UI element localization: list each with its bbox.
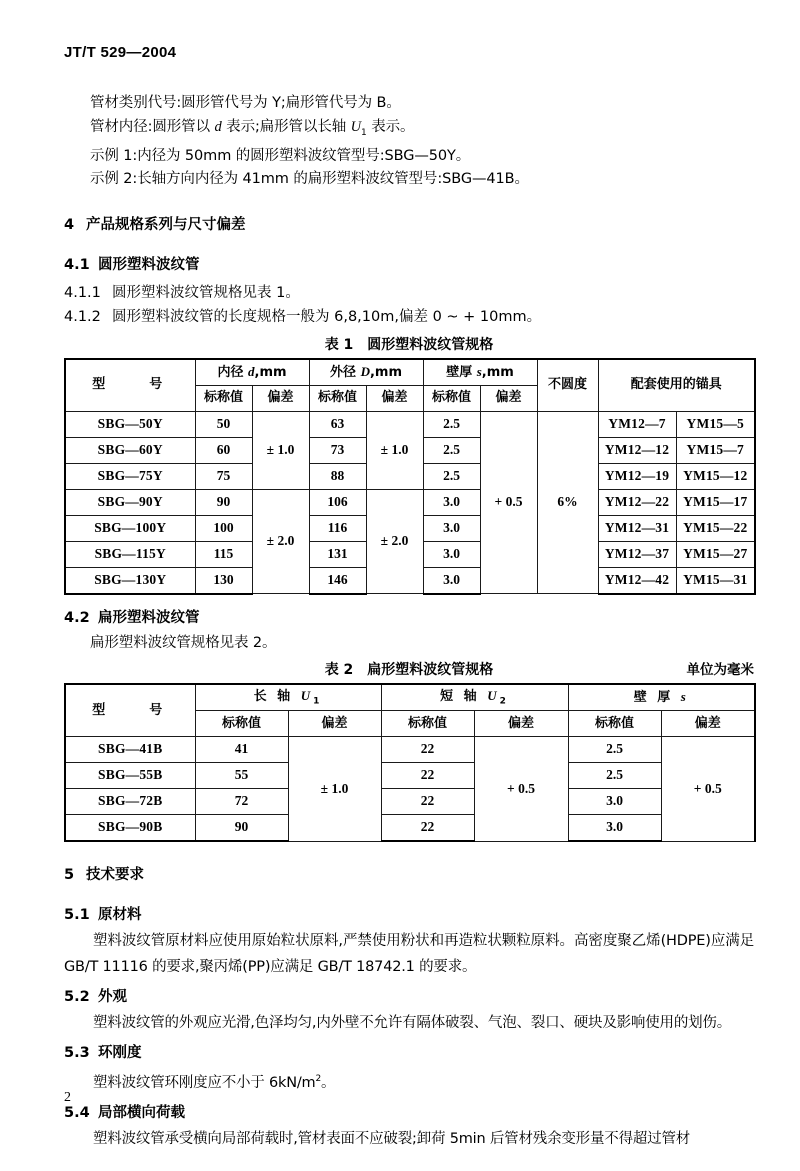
t1-model-1: SBG—60Y <box>65 437 195 463</box>
clause-4-2-number: 4.2 <box>64 609 90 626</box>
table-1-circular-specs <box>64 358 756 595</box>
clause-4-title: 产品规格系列与尺寸偏差 <box>86 216 246 233</box>
t1-s-dev: + 0.5 <box>480 411 537 594</box>
intro-diameter-a: 管材内径:圆形管以 <box>90 118 215 135</box>
table-row <box>65 411 755 437</box>
t1-D-nom-3: 106 <box>309 489 366 515</box>
t1-anchor2-0: YM15—5 <box>676 411 755 437</box>
t2-s-nom-2: 3.0 <box>568 789 661 815</box>
intro-symbol-u: U <box>350 118 362 135</box>
t1-d-dev-bottom: ± 2.0 <box>252 489 309 594</box>
t1-d-nom-0: 50 <box>195 411 252 437</box>
intro-symbol-d: d <box>214 118 222 135</box>
t2-u1-nom-0: 41 <box>195 737 288 763</box>
t1-D-dev-top: ± 1.0 <box>366 411 423 489</box>
th-inner-nominal: 标称值 <box>195 385 252 411</box>
t2-u2-nom-0: 22 <box>381 737 474 763</box>
clause-5-3-superscript: 2 <box>315 1074 322 1085</box>
t2-s-dev: + 0.5 <box>661 737 755 842</box>
table-2-caption: 表 2 扁形塑料波纹管规格 <box>324 662 494 679</box>
table-1-caption: 表 1 圆形塑料波纹管规格 <box>324 336 494 353</box>
t1-d-nom-6: 130 <box>195 567 252 594</box>
t1-anchor1-5: YM12—37 <box>598 541 676 567</box>
t1-D-nom-2: 88 <box>309 463 366 489</box>
th2-minor-axis: 短 轴 $U_2$ <box>381 684 568 711</box>
clause-4-number: 4 <box>64 216 75 233</box>
t1-d-nom-3: 90 <box>195 489 252 515</box>
t1-anchor2-1: YM15—7 <box>676 437 755 463</box>
table-row <box>65 763 755 789</box>
th2-minor-nominal: 标称值 <box>381 711 474 737</box>
intro-block <box>64 92 754 192</box>
heading-clause-5-1 <box>64 904 754 926</box>
t2-model-3: SBG—90B <box>65 815 195 842</box>
th-outer-nominal: 标称值 <box>309 385 366 411</box>
clause-4-1-1-number: 4.1.1 <box>64 284 101 301</box>
intro-line-diameter <box>64 116 754 145</box>
th2-minor-deviation: 偏差 <box>474 711 568 737</box>
t2-u2-dev: + 0.5 <box>474 737 568 842</box>
clause-5-4-text: 塑料波纹管承受横向局部荷载时,管材表面不应破裂;卸荷 5min 后管材残余变形量不得超过管材 <box>93 1131 691 1148</box>
t1-anchor1-0: YM12—7 <box>598 411 676 437</box>
t1-anchor1-2: YM12—19 <box>598 463 676 489</box>
table-row <box>65 737 755 763</box>
clause-5-2-title: 外观 <box>98 989 127 1006</box>
t1-s-nom-6: 3.0 <box>423 567 480 594</box>
heading-clause-5-4 <box>64 1102 754 1124</box>
th-roundness: 不圆度 <box>537 359 598 412</box>
clause-4-2-text: 扁形塑料波纹管规格见表 2。 <box>90 634 277 651</box>
t1-d-nom-1: 60 <box>195 437 252 463</box>
t2-s-nom-1: 2.5 <box>568 763 661 789</box>
t2-u1-dev: ± 1.0 <box>288 737 381 842</box>
intro-example-1: 示例 1:内径为 50mm 的圆形塑料波纹管型号:SBG—50Y。 <box>90 147 471 164</box>
t1-anchor2-4: YM15—22 <box>676 515 755 541</box>
th-outer-diameter: 外径 D,mm <box>309 359 423 386</box>
clause-5-3-text <box>64 1066 754 1096</box>
table-2-flat-specs <box>64 683 756 842</box>
clause-5-3-title: 环刚度 <box>98 1045 142 1062</box>
heading-clause-4-2 <box>64 607 754 629</box>
th2-major-nominal: 标称值 <box>195 711 288 737</box>
table-row <box>65 489 755 515</box>
th2-model: 型 号 <box>65 684 195 737</box>
t1-s-nom-4: 3.0 <box>423 515 480 541</box>
clause-5-3-number: 5.3 <box>64 1045 90 1062</box>
clause-4-1-1 <box>64 281 754 305</box>
t1-D-dev-bottom: ± 2.0 <box>366 489 423 594</box>
clause-4-1-2 <box>64 305 754 329</box>
t2-u2-nom-3: 22 <box>381 815 474 842</box>
t1-D-nom-5: 131 <box>309 541 366 567</box>
th-inner-diameter: 内径 d,mm <box>195 359 309 386</box>
t2-u2-nom-1: 22 <box>381 763 474 789</box>
th-wall-nominal: 标称值 <box>423 385 480 411</box>
th2-wall-thickness: 壁 厚 s <box>568 684 755 711</box>
clause-5-1-number: 5.1 <box>64 907 90 924</box>
t1-model-0: SBG—50Y <box>65 411 195 437</box>
t1-anchor1-6: YM12—42 <box>598 567 676 594</box>
intro-symbol-u-sub: 1 <box>361 127 367 138</box>
clause-5-1-title: 原材料 <box>98 907 142 924</box>
t2-u1-nom-2: 72 <box>195 789 288 815</box>
t2-s-nom-0: 2.5 <box>568 737 661 763</box>
t1-model-5: SBG—115Y <box>65 541 195 567</box>
t1-model-2: SBG—75Y <box>65 463 195 489</box>
t1-model-4: SBG—100Y <box>65 515 195 541</box>
t1-anchor2-2: YM15—12 <box>676 463 755 489</box>
th2-major-axis: 长 轴 $U_1$ <box>195 684 381 711</box>
t1-anchor1-3: YM12—22 <box>598 489 676 515</box>
intro-diameter-c: 表示;扁形管以长轴 <box>221 118 351 135</box>
t1-s-nom-5: 3.0 <box>423 541 480 567</box>
t1-s-nom-3: 3.0 <box>423 489 480 515</box>
heading-clause-5-2 <box>64 986 754 1008</box>
th2-wall-nominal: 标称值 <box>568 711 661 737</box>
th2-wall-deviation: 偏差 <box>661 711 755 737</box>
t1-model-3: SBG—90Y <box>65 489 195 515</box>
clause-5-title: 技术要求 <box>86 867 144 884</box>
t1-anchor2-6: YM15—31 <box>676 567 755 594</box>
heading-clause-4-1 <box>64 254 754 276</box>
table-1-header-row-1 <box>65 359 755 386</box>
t2-s-nom-3: 3.0 <box>568 815 661 842</box>
t2-model-1: SBG—55B <box>65 763 195 789</box>
t2-model-2: SBG—72B <box>65 789 195 815</box>
t1-anchor1-1: YM12—12 <box>598 437 676 463</box>
clause-4-1-2-text: 圆形塑料波纹管的长度规格一般为 6,8,10m,偏差 0 ~ + 10mm。 <box>112 308 542 325</box>
t1-s-nom-2: 2.5 <box>423 463 480 489</box>
clause-4-1-2-number: 4.1.2 <box>64 308 101 325</box>
t1-d-nom-5: 115 <box>195 541 252 567</box>
intro-example-2: 示例 2:长轴方向内径为 41mm 的扁形塑料波纹管型号:SBG—41B。 <box>90 171 529 188</box>
t1-s-nom-1: 2.5 <box>423 437 480 463</box>
t1-model-6: SBG—130Y <box>65 567 195 594</box>
clause-4-2-title: 扁形塑料波纹管 <box>98 609 200 626</box>
heading-clause-4 <box>64 214 754 236</box>
table-row <box>65 815 755 842</box>
t1-roundness-value: 6% <box>537 411 598 594</box>
t1-D-nom-6: 146 <box>309 567 366 594</box>
t1-d-nom-2: 75 <box>195 463 252 489</box>
th-model: 型 号 <box>65 359 195 412</box>
clause-4-1-1-text: 圆形塑料波纹管规格见表 1。 <box>112 284 300 301</box>
page-content <box>64 80 754 1152</box>
intro-diameter-e: 表示。 <box>366 118 415 135</box>
t1-D-nom-4: 116 <box>309 515 366 541</box>
clause-4-1-title: 圆形塑料波纹管 <box>98 256 200 273</box>
th-inner-deviation: 偏差 <box>252 385 309 411</box>
clause-5-2-number: 5.2 <box>64 989 90 1006</box>
t1-d-dev-top: ± 1.0 <box>252 411 309 489</box>
t2-u2-nom-2: 22 <box>381 789 474 815</box>
t1-D-nom-1: 73 <box>309 437 366 463</box>
table-2-caption-row <box>64 660 754 680</box>
table-2-unit-note: 单位为毫米 <box>686 662 754 679</box>
th-wall-deviation: 偏差 <box>480 385 537 411</box>
t2-model-0: SBG—41B <box>65 737 195 763</box>
t1-anchor1-4: YM12—31 <box>598 515 676 541</box>
clause-5-3-text-a: 塑料波纹管环刚度应不小于 6kN/m <box>93 1075 316 1092</box>
th-anchor: 配套使用的锚具 <box>598 359 755 412</box>
standard-header: JT/T 529—2004 <box>64 44 177 61</box>
intro-line-category: 管材类别代号:圆形管代号为 Y;扁形管代号为 B。 <box>90 95 401 111</box>
clause-5-4-title: 局部横向荷载 <box>98 1105 185 1122</box>
heading-clause-5-3 <box>64 1042 754 1064</box>
t1-anchor2-5: YM15—27 <box>676 541 755 567</box>
clause-5-number: 5 <box>64 867 75 884</box>
clause-5-1-text: 塑料波纹管原材料应使用原始粒状原料,严禁使用粉状和再造粒状颗粒原料。高密度聚乙烯(HDPE)应满足 GB/T 11116 的要求,聚丙烯(PP)应满足 GB/T 18742.1 的要求。 <box>64 933 754 976</box>
th-wall-thickness: 壁厚 s,mm <box>423 359 537 386</box>
t2-u1-nom-3: 90 <box>195 815 288 842</box>
t1-s-nom-0: 2.5 <box>423 411 480 437</box>
table-row <box>65 789 755 815</box>
t1-anchor2-3: YM15—17 <box>676 489 755 515</box>
clause-5-4-number: 5.4 <box>64 1105 90 1122</box>
t1-d-nom-4: 100 <box>195 515 252 541</box>
clause-5-3-text-b: 。 <box>321 1075 336 1092</box>
table-2-header-row-1 <box>65 684 755 711</box>
clause-5-2-text: 塑料波纹管的外观应光滑,色泽均匀,内外壁不允许有隔体破裂、气泡、裂口、硬块及影响使用的划伤。 <box>93 1015 732 1032</box>
th-outer-deviation: 偏差 <box>366 385 423 411</box>
th2-major-deviation: 偏差 <box>288 711 381 737</box>
t1-D-nom-0: 63 <box>309 411 366 437</box>
heading-clause-5 <box>64 864 754 886</box>
page-number: 2 <box>64 1090 71 1105</box>
t2-u1-nom-1: 55 <box>195 763 288 789</box>
clause-4-1-number: 4.1 <box>64 256 90 273</box>
